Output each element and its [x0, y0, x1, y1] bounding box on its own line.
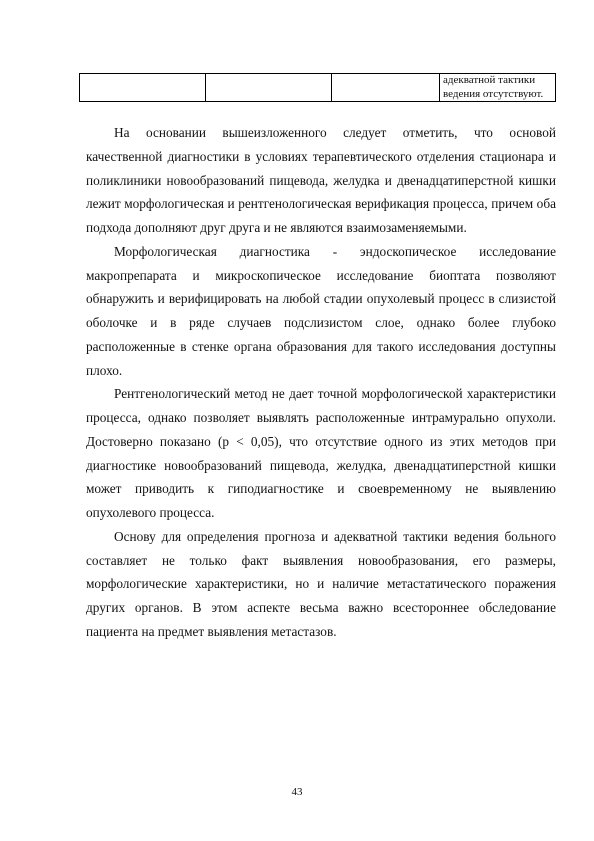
table-row	[80, 74, 556, 102]
paragraph: Рентгенологический метод не дает точной морфологической характеристики процесса, однако позволяет выявлять расположенные интрамурально опухоли. Достоверно показано (p < 0,05), что отсутствие одного из этих методов при диагностике новообразований пищевода, желудка, двенадцатиперстной кишки может приводить к гиподиагностике и своевременному не выявлению опухолевого процесса.	[86, 386, 556, 520]
paragraph: Морфологическая диагностика - эндоскопическое исследование макропрепарата и микроскопическое исследование биоптата позволяют обнаружить и верифицировать на любой стадии опухолевый процесс в слизистой оболочке и в ряде случаев подслизистом слое, однако более глубоко расположенные в стенке органа образования для такого исследования доступны плохо.	[86, 243, 556, 378]
table-cell	[206, 74, 332, 102]
paragraph: Основу для определения прогноза и адекватной тактики ведения больного составляет не только факт выявления новообразования, его размеры, морфологические характеристики, но и наличие метастатического поражения других органов. В этом аспекте весьма важно всестороннее обследование пациента на предмет выявления метастазов.	[86, 528, 556, 639]
body-text	[86, 121, 556, 644]
paragraph: На основании вышеизложенного следует отметить, что основой качественной диагностики в условиях терапевтического отделения стационара и поликлиники новообразований пищевода, желудка и двенадцатиперстной кишки лежит морфологическая и рентгенологическая верификация процесса, причем оба подхода дополняют друг друга и не являются взаимозаменяемыми.	[86, 125, 556, 235]
table-cell: адекватной тактики ведения отсутствуют.	[440, 74, 556, 102]
table-cell	[332, 74, 440, 102]
table-cell	[80, 74, 206, 102]
continuation-table	[79, 73, 556, 102]
page-number: 43	[291, 786, 303, 798]
